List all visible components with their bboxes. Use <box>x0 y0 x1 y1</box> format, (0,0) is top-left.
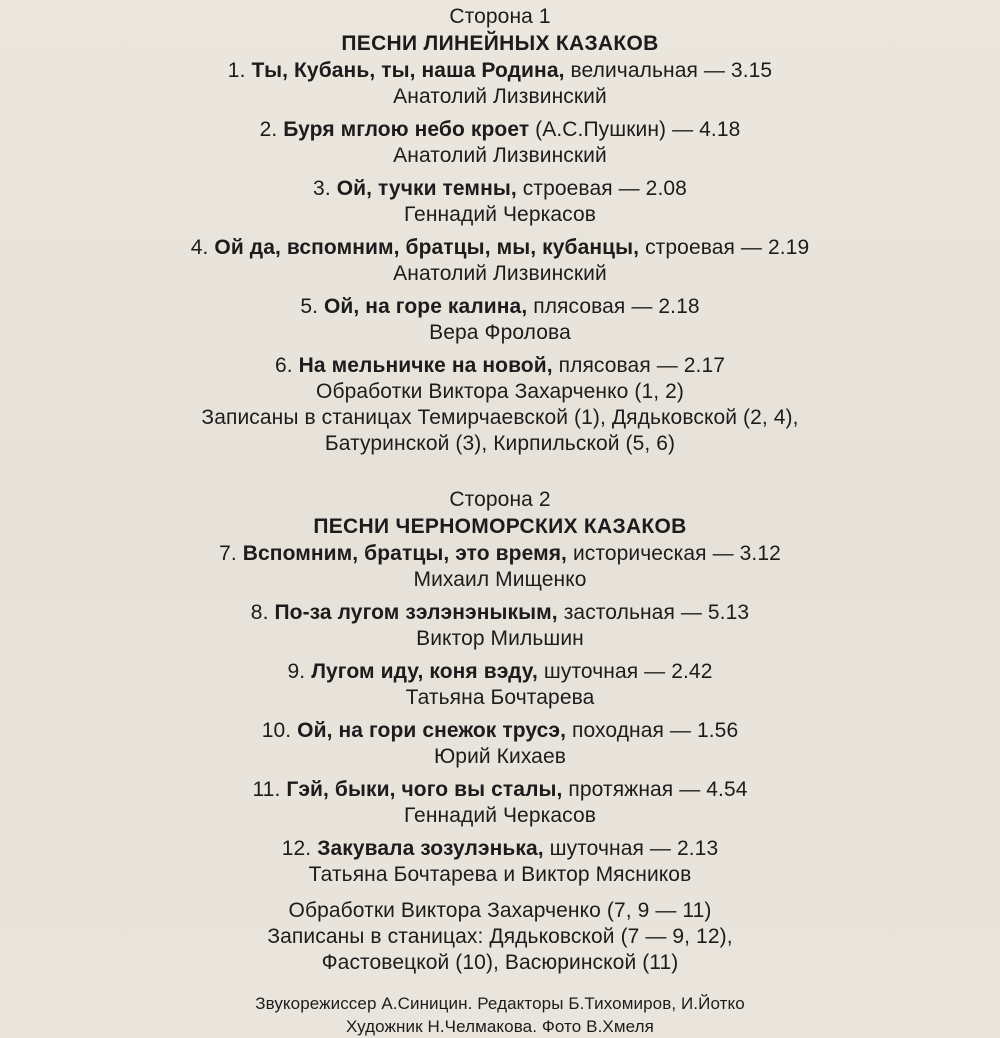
track-performer: Геннадий Черкасов <box>403 804 597 827</box>
arrangement-note: Обработки Виктора Захарченко (7, 9 — 11) <box>288 899 712 922</box>
track-title: Закувала зозулэнька, <box>317 837 544 860</box>
track-list <box>0 4 1000 1038</box>
track-item <box>0 353 1000 405</box>
track-item <box>0 235 1000 287</box>
side-2-label: Сторона 2 <box>449 488 551 511</box>
track-number: 10. <box>261 719 292 742</box>
track-number: 6. <box>274 354 293 377</box>
track-detail: историческая — 3.12 <box>572 542 781 565</box>
track-title: Ты, Кубань, ты, наша Родина, <box>251 59 565 82</box>
track-title: По-за лугом зэлэнэныкым, <box>274 601 558 624</box>
track-item <box>0 777 1000 829</box>
track-title: Вспомним, братцы, это время, <box>242 542 567 565</box>
track-item <box>0 718 1000 770</box>
track-performer: Виктор Мильшин <box>416 627 584 650</box>
side-1-notes <box>0 405 1000 457</box>
track-number: 4. <box>190 236 209 259</box>
track-number: 9. <box>287 660 306 683</box>
track-detail: шуточная — 2.13 <box>549 837 719 860</box>
track-title: Ой да, вспомним, братцы, мы, кубанцы, <box>214 236 640 259</box>
side-2-tracks <box>0 541 1000 888</box>
side-1-label: Сторона 1 <box>449 5 551 28</box>
track-detail: строевая — 2.08 <box>522 177 687 200</box>
production-credits <box>0 992 1000 1038</box>
credits-line: Художник Н.Челмакова. Фото В.Хмеля <box>346 1017 654 1036</box>
track-performer: Вера Фролова <box>429 321 571 344</box>
track-title: Буря мглою небо кроет <box>283 118 530 141</box>
recording-note: Фастовецкой (10), Васюринской (11) <box>321 951 679 974</box>
track-number: 12. <box>281 837 312 860</box>
track-detail: походная — 1.56 <box>572 719 739 742</box>
side-2-notes <box>0 898 1000 976</box>
side-2-heading: ПЕСНИ ЧЕРНОМОРСКИХ КАЗАКОВ <box>313 515 687 538</box>
side-1-tracks <box>0 58 1000 405</box>
track-title: Лугом иду, коня вэду, <box>311 660 538 683</box>
track-detail: строевая — 2.19 <box>645 236 810 259</box>
track-number: 8. <box>250 601 269 624</box>
track-detail: шуточная — 2.42 <box>543 660 713 683</box>
track-performer: Геннадий Черкасов <box>403 203 597 226</box>
track-performer: Татьяна Бочтарева <box>405 686 595 709</box>
track-performer: Юрий Кихаев <box>433 745 567 768</box>
track-number: 1. <box>227 59 246 82</box>
track-detail: величальная — 3.15 <box>570 59 773 82</box>
track-detail: протяжная — 4.54 <box>568 778 748 801</box>
track-item <box>0 541 1000 593</box>
recording-note: Записаны в станицах Темирчаевской (1), Дядьковской (2, 4), <box>201 406 799 429</box>
track-detail: (А.С.Пушкин) — 4.18 <box>535 118 741 141</box>
recording-note: Батуринской (3), Кирпильской (5, 6) <box>324 432 676 455</box>
track-detail: плясовая — 2.18 <box>533 295 700 318</box>
track-detail: застольная — 5.13 <box>563 601 750 624</box>
track-item <box>0 659 1000 711</box>
credits-line: Звукорежиссер А.Синицин. Редакторы Б.Тихомиров, И.Йотко <box>255 994 745 1013</box>
side-1-heading: ПЕСНИ ЛИНЕЙНЫХ КАЗАКОВ <box>341 32 659 55</box>
recording-note: Записаны в станицах: Дядьковской (7 — 9, 12), <box>267 925 733 948</box>
track-number: 2. <box>259 118 278 141</box>
track-performer: Обработки Виктора Захарченко (1, 2) <box>316 380 684 403</box>
track-item <box>0 836 1000 888</box>
track-title: Ой, на гори снежок трусэ, <box>297 719 567 742</box>
track-detail: плясовая — 2.17 <box>552 354 726 377</box>
track-title: Ой, тучки темны, <box>336 177 517 200</box>
track-title: На мельничке на новой, <box>298 354 553 377</box>
track-item <box>0 294 1000 346</box>
track-performer: Татьяна Бочтарева и Виктор Мясников <box>308 863 692 886</box>
track-item <box>0 176 1000 228</box>
track-number: 7. <box>219 542 237 565</box>
track-item <box>0 58 1000 110</box>
track-performer: Анатолий Лизвинский <box>393 85 607 108</box>
track-number: 5. <box>300 295 319 318</box>
track-item <box>0 117 1000 169</box>
track-performer: Михаил Мищенко <box>413 568 587 591</box>
track-title: Гэй, быки, чого вы сталы, <box>286 778 563 801</box>
track-item <box>0 600 1000 652</box>
track-performer: Анатолий Лизвинский <box>393 262 607 285</box>
track-number: 3. <box>313 177 331 200</box>
side-separator <box>0 457 1000 487</box>
track-performer: Анатолий Лизвинский <box>393 144 607 167</box>
track-title: Ой, на горе калина, <box>323 295 528 318</box>
track-number: 11. <box>252 778 281 801</box>
